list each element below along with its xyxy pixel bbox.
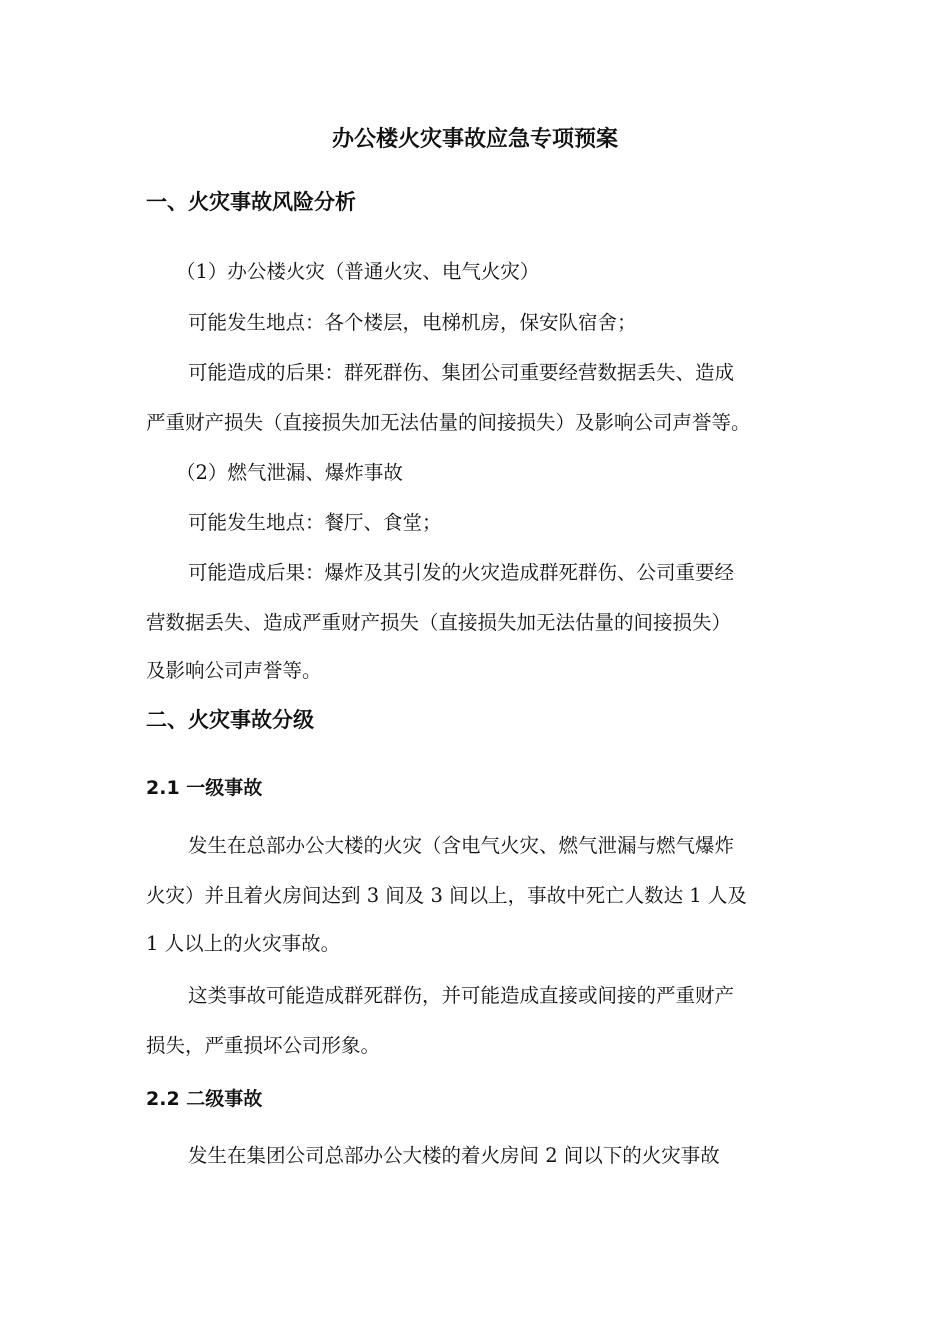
- item2-label: （2）燃气泄漏、爆炸事故: [176, 461, 403, 484]
- sub1-para1-line3: 1 人以上的火灾事故。: [146, 932, 341, 955]
- item2-consequence-line3: 及影响公司声誉等。: [146, 659, 322, 682]
- item2-location: 可能发生地点：餐厅、食堂；: [188, 511, 442, 534]
- item1-label: （1）办公楼火灾（普通火灾、电气火灾）: [176, 260, 540, 283]
- section1-heading: 一、火灾事故风险分析: [146, 190, 356, 214]
- sub1-para1-line2: 火灾）并且着火房间达到 3 间及 3 间以上，事故中死亡人数达 1 人及: [146, 884, 747, 907]
- document-title: 办公楼火灾事故应急专项预案: [331, 127, 618, 152]
- item2-consequence-line2: 营数据丢失、造成严重财产损失（直接损失加无法估量的间接损失）: [146, 611, 732, 634]
- sub1-para2-line2: 损失，严重损坏公司形象。: [146, 1034, 381, 1057]
- item1-consequence-line1: 可能造成的后果：群死群伤、集团公司重要经营数据丢失、造成: [188, 361, 735, 384]
- section2-heading: 二、火灾事故分级: [146, 708, 314, 732]
- item1-consequence-line2: 严重财产损失（直接损失加无法估量的间接损失）及影响公司声誉等。: [146, 411, 751, 434]
- subsection-2-1-heading: 2.1 一级事故: [146, 777, 263, 799]
- sub1-para1-line1: 发生在总部办公大楼的火灾（含电气火灾、燃气泄漏与燃气爆炸: [188, 834, 735, 857]
- sub2-para1-line1: 发生在集团公司总部办公大楼的着火房间 2 间以下的火灾事故: [188, 1144, 720, 1167]
- item2-consequence-line1: 可能造成后果：爆炸及其引发的火灾造成群死群伤、公司重要经: [188, 561, 735, 584]
- item1-location: 可能发生地点：各个楼层，电梯机房，保安队宿舍；: [188, 311, 637, 334]
- sub1-para2-line1: 这类事故可能造成群死群伤，并可能造成直接或间接的严重财产: [188, 984, 735, 1007]
- subsection-2-2-heading: 2.2 二级事故: [146, 1088, 263, 1110]
